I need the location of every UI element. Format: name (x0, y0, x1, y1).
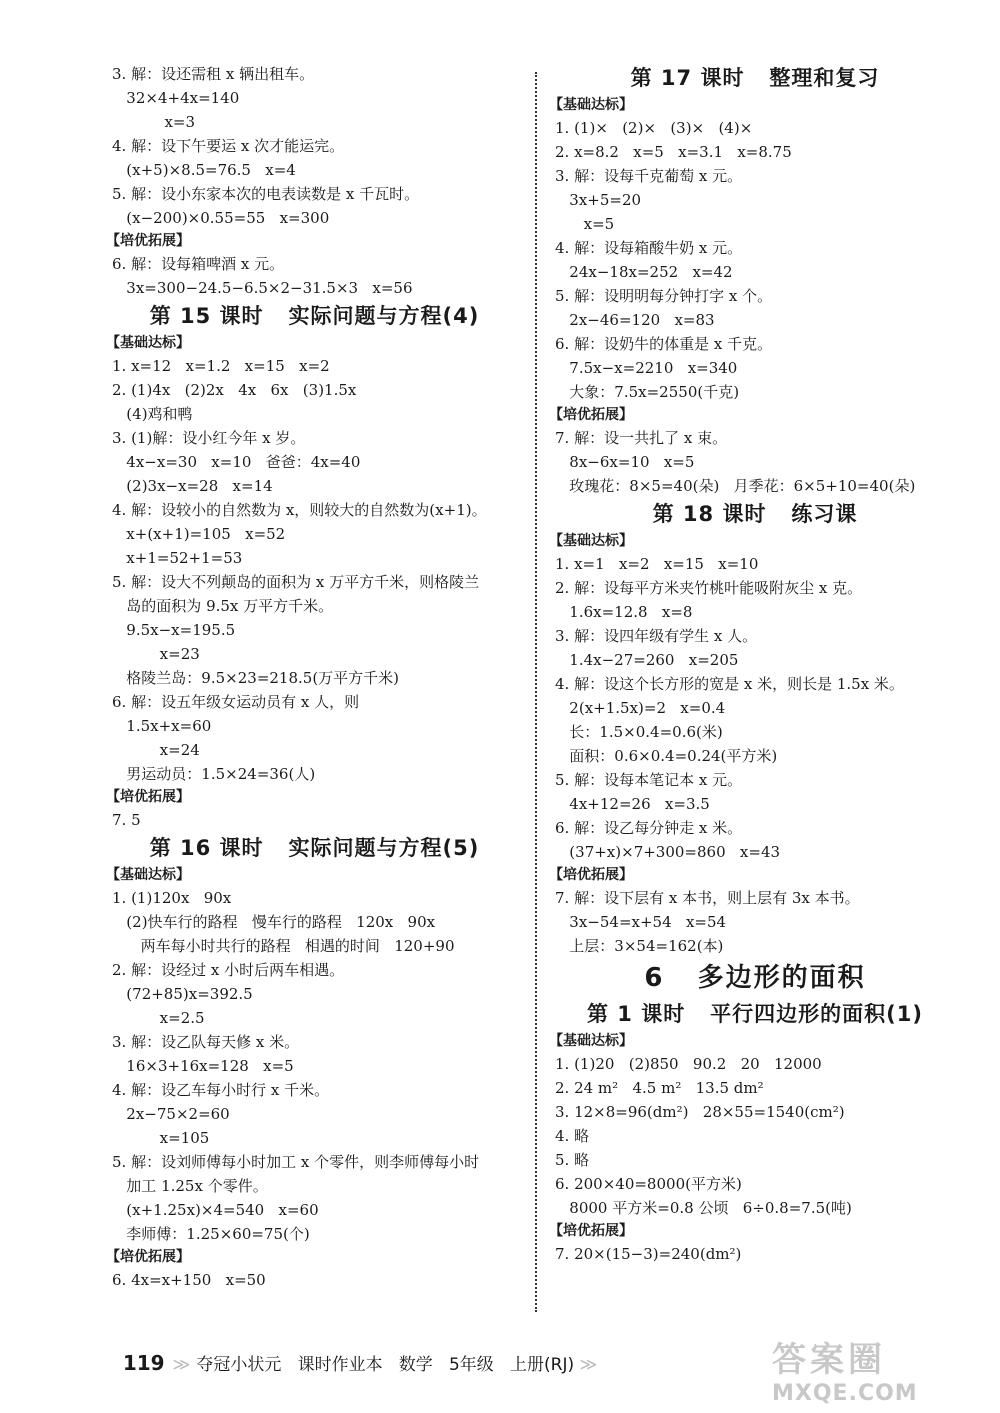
right-subheading: 【培优拓展】 (549, 407, 633, 423)
left-subheading: 【培优拓展】 (106, 789, 190, 805)
watermark-url: MXQE.COM (772, 1381, 918, 1406)
right-line: 5. 略 (555, 1151, 590, 1169)
left-line: 5. 解：设大不列颠岛的面积为 x 万平方千米，则格陵兰 (112, 573, 480, 591)
left-line: 6. 解：设五年级女运动员有 x 人，则 (112, 693, 360, 711)
right-line: 2. 解：设每平方米夹竹桃叶能吸附灰尘 x 克。 (555, 579, 863, 597)
left-line: 4. 解：设下午要运 x 次才能运完。 (112, 137, 345, 155)
right-line: 长：1.5×0.4=0.6(米) (555, 723, 723, 741)
right-line: 1. (1)× (2)× (3)× (4)× (555, 119, 753, 137)
left-line: 4. 解：设乙车每小时行 x 千米。 (112, 1081, 330, 1099)
left-line: x=24 (112, 741, 200, 759)
column-divider (535, 72, 537, 1312)
right-line: 3x−54=x+54 x=54 (555, 913, 727, 931)
left-line: x+(x+1)=105 x=52 (112, 525, 286, 543)
left-line: 6. 解：设每箱啤酒 x 元。 (112, 255, 285, 273)
right-line: 24x−18x=252 x=42 (555, 263, 733, 281)
right-line: 6. 解：设奶牛的体重是 x 千克。 (555, 335, 773, 353)
left-line: 4. 解：设较小的自然数为 x，则较大的自然数为(x+1)。 (112, 501, 487, 519)
left-subheading: 【基础达标】 (106, 867, 190, 883)
right-line: 7. 解：设一共扎了 x 束。 (555, 429, 728, 447)
right-line: 7. 解：设下层有 x 本书，则上层有 3x 本书。 (555, 889, 860, 907)
right-line: 7.5x−x=2210 x=340 (555, 359, 738, 377)
left-line: x=2.5 (112, 1009, 205, 1027)
right-line: 2. x=8.2 x=5 x=3.1 x=8.75 (555, 143, 792, 161)
left-line: 格陵兰岛：9.5×23=218.5(万平方千米) (112, 669, 400, 687)
left-subheading: 【基础达标】 (106, 335, 190, 351)
right-subheading: 【培优拓展】 (549, 1223, 633, 1239)
left-line: (72+85)x=392.5 (112, 985, 253, 1003)
right-line: 大象：7.5x=2550(千克) (555, 383, 740, 401)
right-heading: 第 17 课时 整理和复习 (630, 66, 880, 90)
right-line: 3. 解：设四年级有学生 x 人。 (555, 627, 758, 645)
right-line: 4. 解：设这个长方形的宽是 x 米，则长是 1.5x 米。 (555, 675, 904, 693)
left-line: 男运动员：1.5×24=36(人) (112, 765, 316, 783)
left-column (106, 62, 517, 1292)
left-heading: 第 15 课时 实际问题与方程(4) (149, 304, 480, 328)
left-line: 32×4+4x=140 (112, 89, 240, 107)
left-line: 3. 解：设还需租 x 辆出租车。 (112, 65, 315, 83)
left-line: x+1=52+1=53 (112, 549, 243, 567)
left-line: 1. (1)120x 90x (112, 889, 232, 907)
left-line: 2. (1)4x (2)2x 4x 6x (3)1.5x (112, 381, 357, 399)
right-line: 1.4x−27=260 x=205 (555, 651, 739, 669)
right-line: 上层：3×54=162(本) (555, 937, 724, 955)
left-line: (4)鸡和鸭 (112, 405, 193, 423)
left-line: 16×3+16x=128 x=5 (112, 1057, 294, 1075)
left-line: 1.5x+x=60 (112, 717, 212, 735)
right-subheading: 【基础达标】 (549, 533, 633, 549)
left-line: x=3 (112, 113, 196, 131)
right-line: 2. 24 m² 4.5 m² 13.5 dm² (555, 1079, 764, 1097)
right-line: 面积：0.6×0.4=0.24(平方米) (555, 747, 778, 765)
left-line: 9.5x−x=195.5 (112, 621, 236, 639)
left-line: x=23 (112, 645, 200, 663)
right-subheading: 【基础达标】 (549, 1033, 633, 1049)
right-line: 4. 解：设每箱酸牛奶 x 元。 (555, 239, 743, 257)
watermark-logo (772, 1332, 982, 1406)
right-heading: 6 多边形的面积 (644, 963, 866, 993)
left-line: (x−200)×0.55=55 x=300 (112, 209, 330, 227)
right-line: 7. 20×(15−3)=240(dm²) (555, 1245, 742, 1263)
left-line: 3. (1)解：设小红今年 x 岁。 (112, 429, 306, 447)
right-line: 3x+5=20 (555, 191, 642, 209)
left-line: 3. 解：设乙队每天修 x 米。 (112, 1033, 300, 1051)
right-line: 5. 解：设明明每分钟打字 x 个。 (555, 287, 773, 305)
right-column (549, 62, 955, 1266)
right-subheading: 【基础达标】 (549, 97, 633, 113)
left-line: 2x−75×2=60 (112, 1105, 230, 1123)
left-line: 3x=300−24.5−6.5×2−31.5×3 x=56 (112, 279, 413, 297)
right-line: 1. x=1 x=2 x=15 x=10 (555, 555, 759, 573)
right-line: 3. 解：设每千克葡萄 x 元。 (555, 167, 743, 185)
page-number: 119 (122, 1351, 165, 1375)
right-line: 2(x+1.5x)=2 x=0.4 (555, 699, 726, 717)
left-subheading: 【培优拓展】 (106, 1249, 190, 1265)
footer-arrow-right: ≫ (579, 1355, 598, 1375)
right-line: 5. 解：设每本笔记本 x 元。 (555, 771, 743, 789)
right-line: 1. (1)20 (2)850 90.2 20 12000 (555, 1055, 822, 1073)
left-line: 李师傅：1.25×60=75(个) (112, 1225, 310, 1243)
left-line: x=105 (112, 1129, 210, 1147)
left-line: (x+1.25x)×4=540 x=60 (112, 1201, 319, 1219)
left-heading: 第 16 课时 实际问题与方程(5) (149, 836, 480, 860)
left-line: 6. 4x=x+150 x=50 (112, 1271, 266, 1289)
left-line: 1. x=12 x=1.2 x=15 x=2 (112, 357, 330, 375)
left-line: 岛的面积为 9.5x 万平方千米。 (112, 597, 334, 615)
right-line: x=5 (555, 215, 615, 233)
left-line: 加工 1.25x 个零件。 (112, 1177, 268, 1195)
footer-book-title: 夺冠小状元 课时作业本 数学 5年级 上册(RJ) (196, 1355, 575, 1375)
right-heading: 第 1 课时 平行四边形的面积(1) (587, 1002, 923, 1026)
left-line: (2)3x−x=28 x=14 (112, 477, 273, 495)
right-line: 2x−46=120 x=83 (555, 311, 715, 329)
left-subheading: 【培优拓展】 (106, 233, 190, 249)
left-line: 两车每小时共行的路程 相遇的时间 120+90 (112, 937, 455, 955)
right-line: 3. 12×8=96(dm²) 28×55=1540(cm²) (555, 1103, 845, 1121)
right-line: 4x+12=26 x=3.5 (555, 795, 710, 813)
left-line: 5. 解：设小东家本次的电表读数是 x 千瓦时。 (112, 185, 420, 203)
right-line: 1.6x=12.8 x=8 (555, 603, 693, 621)
right-line: 8x−6x=10 x=5 (555, 453, 695, 471)
watermark-text: 答案圈 (772, 1340, 886, 1380)
left-line: (2)快车行的路程 慢车行的路程 120x 90x (112, 913, 436, 931)
right-line: 6. 解：设乙每分钟走 x 米。 (555, 819, 743, 837)
left-line: 5. 解：设刘师傅每小时加工 x 个零件，则李师傅每小时 (112, 1153, 480, 1171)
left-line: 2. 解：设经过 x 小时后两车相遇。 (112, 961, 345, 979)
page-footer (112, 1330, 603, 1375)
footer-arrow-left: ≫ (172, 1355, 191, 1375)
right-line: 4. 略 (555, 1127, 590, 1145)
left-line: (x+5)×8.5=76.5 x=4 (112, 161, 296, 179)
right-line: 6. 200×40=8000(平方米) (555, 1175, 742, 1193)
left-line: 7. 5 (112, 811, 141, 829)
left-line: 4x−x=30 x=10 爸爸：4x=40 (112, 453, 361, 471)
right-line: (37+x)×7+300=860 x=43 (555, 843, 781, 861)
right-heading: 第 18 课时 练习课 (652, 502, 858, 526)
right-subheading: 【培优拓展】 (549, 867, 633, 883)
right-line: 玫瑰花：8×5=40(朵) 月季花：6×5+10=40(朵) (555, 477, 916, 495)
right-line: 8000 平方米=0.8 公顷 6÷0.8=7.5(吨) (555, 1199, 852, 1217)
